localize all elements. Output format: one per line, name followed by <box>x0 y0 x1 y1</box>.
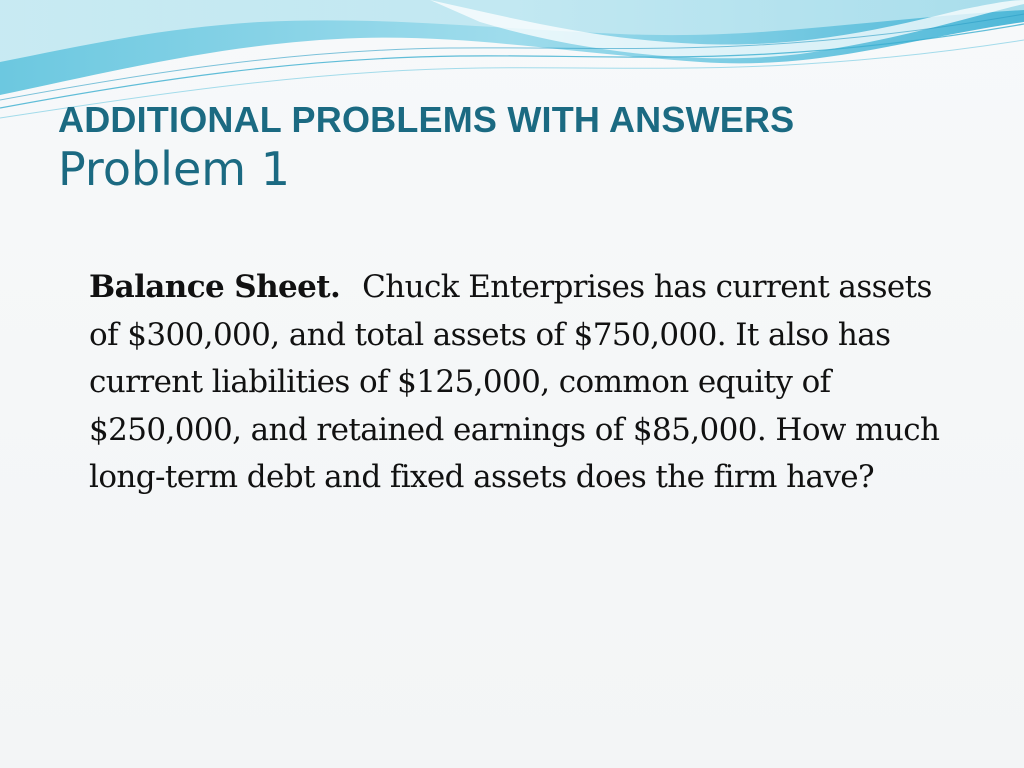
title-block <box>58 98 998 196</box>
problem-lead: Balance Sheet. <box>89 269 341 305</box>
slide-title: ADDITIONAL PROBLEMS WITH ANSWERS <box>58 99 795 140</box>
problem-body: Chuck Enterprises has current assets of $300,000, and total assets of $750,000. It also has current liabilities of $125,000, common equity of $250,000, and retained earnings of $85,000. How much long-term debt and fixed assets does the firm have? <box>89 269 940 495</box>
problem-text <box>89 264 949 502</box>
slide-subtitle: Problem 1 <box>58 142 290 196</box>
